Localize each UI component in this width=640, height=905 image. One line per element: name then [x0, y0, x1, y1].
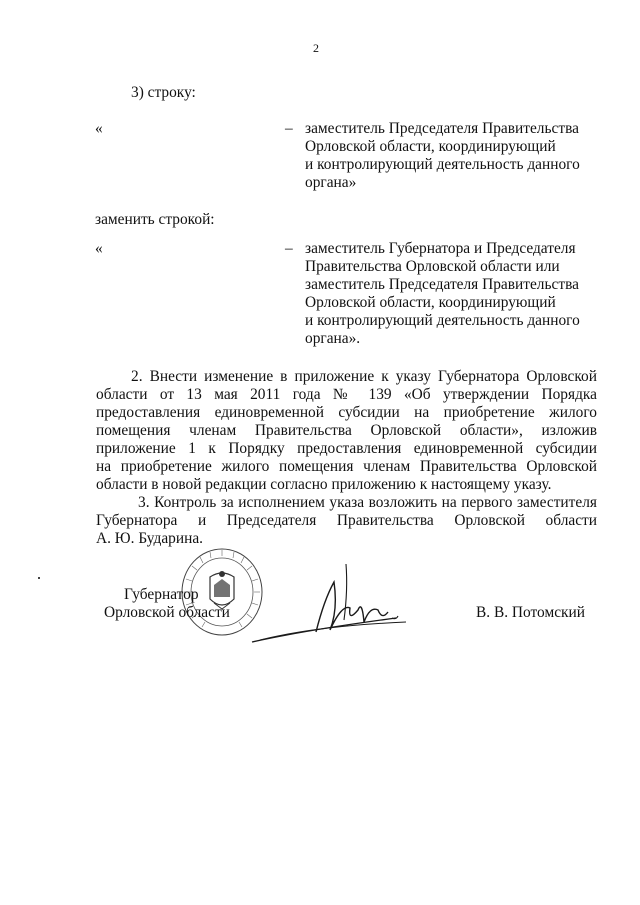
- old-line-row: заместитель Председателя Правительства: [305, 120, 579, 137]
- signatory-name: В. В. Потомский: [476, 604, 585, 621]
- para2-line: 2. Внести изменение в приложение к указу Губернатора Орловской: [131, 368, 597, 385]
- item3-label: 3) строку:: [131, 84, 196, 101]
- para3-line: 3. Контроль за исполнением указа возложить на первого заместителя: [138, 494, 597, 511]
- para2-line: области от 13 мая 2011 года № 139 «Об утверждении Порядка: [96, 386, 597, 403]
- old-line-row: Орловской области, координирующий: [305, 138, 556, 155]
- handwritten-signature-icon: [246, 560, 416, 650]
- para2-line: помещения членам Правительства Орловской области», изложив: [96, 422, 597, 439]
- old-line-row: органа»: [305, 174, 357, 191]
- para3-line: А. Ю. Бударина.: [96, 530, 204, 547]
- new-line-row: и контролирующий деятельность данного: [305, 312, 580, 329]
- new-line-row: заместитель Председателя Правительства: [305, 276, 579, 293]
- old-line-text: [305, 120, 580, 192]
- new-line-row: Орловской области, координирующий: [305, 294, 556, 311]
- new-line-text: [305, 240, 580, 348]
- new-line-row: Правительства Орловской области или: [305, 258, 560, 275]
- old-line-quote: «: [95, 120, 103, 137]
- signatory-title: Губернатор: [124, 586, 199, 603]
- signatory-title: Орловской области: [104, 604, 230, 621]
- new-line-row: органа».: [305, 330, 361, 347]
- old-line-row: и контролирующий деятельность данного: [305, 156, 580, 173]
- new-line-row: заместитель Губернатора и Председателя: [305, 240, 576, 257]
- scan-speck: [38, 577, 40, 579]
- para2-line: предоставления единовременной субсидии на приобретение жилого: [96, 404, 597, 421]
- para3-line: Губернатора и Председателя Правительства Орловской области: [96, 512, 597, 529]
- replace-label: заменить строкой:: [95, 211, 215, 228]
- new-line-dash: –: [285, 240, 293, 257]
- page-number: 2: [313, 41, 319, 55]
- para2-line: области в новой редакции согласно приложению к настоящему указу.: [96, 476, 552, 493]
- new-line-quote: «: [95, 240, 103, 257]
- old-line-dash: –: [285, 120, 293, 137]
- para2-line: на приобретение жилого помещения членам Правительства Орловской: [96, 458, 597, 475]
- para2-line: приложение 1 к Порядку предоставления единовременной субсидии: [96, 440, 597, 457]
